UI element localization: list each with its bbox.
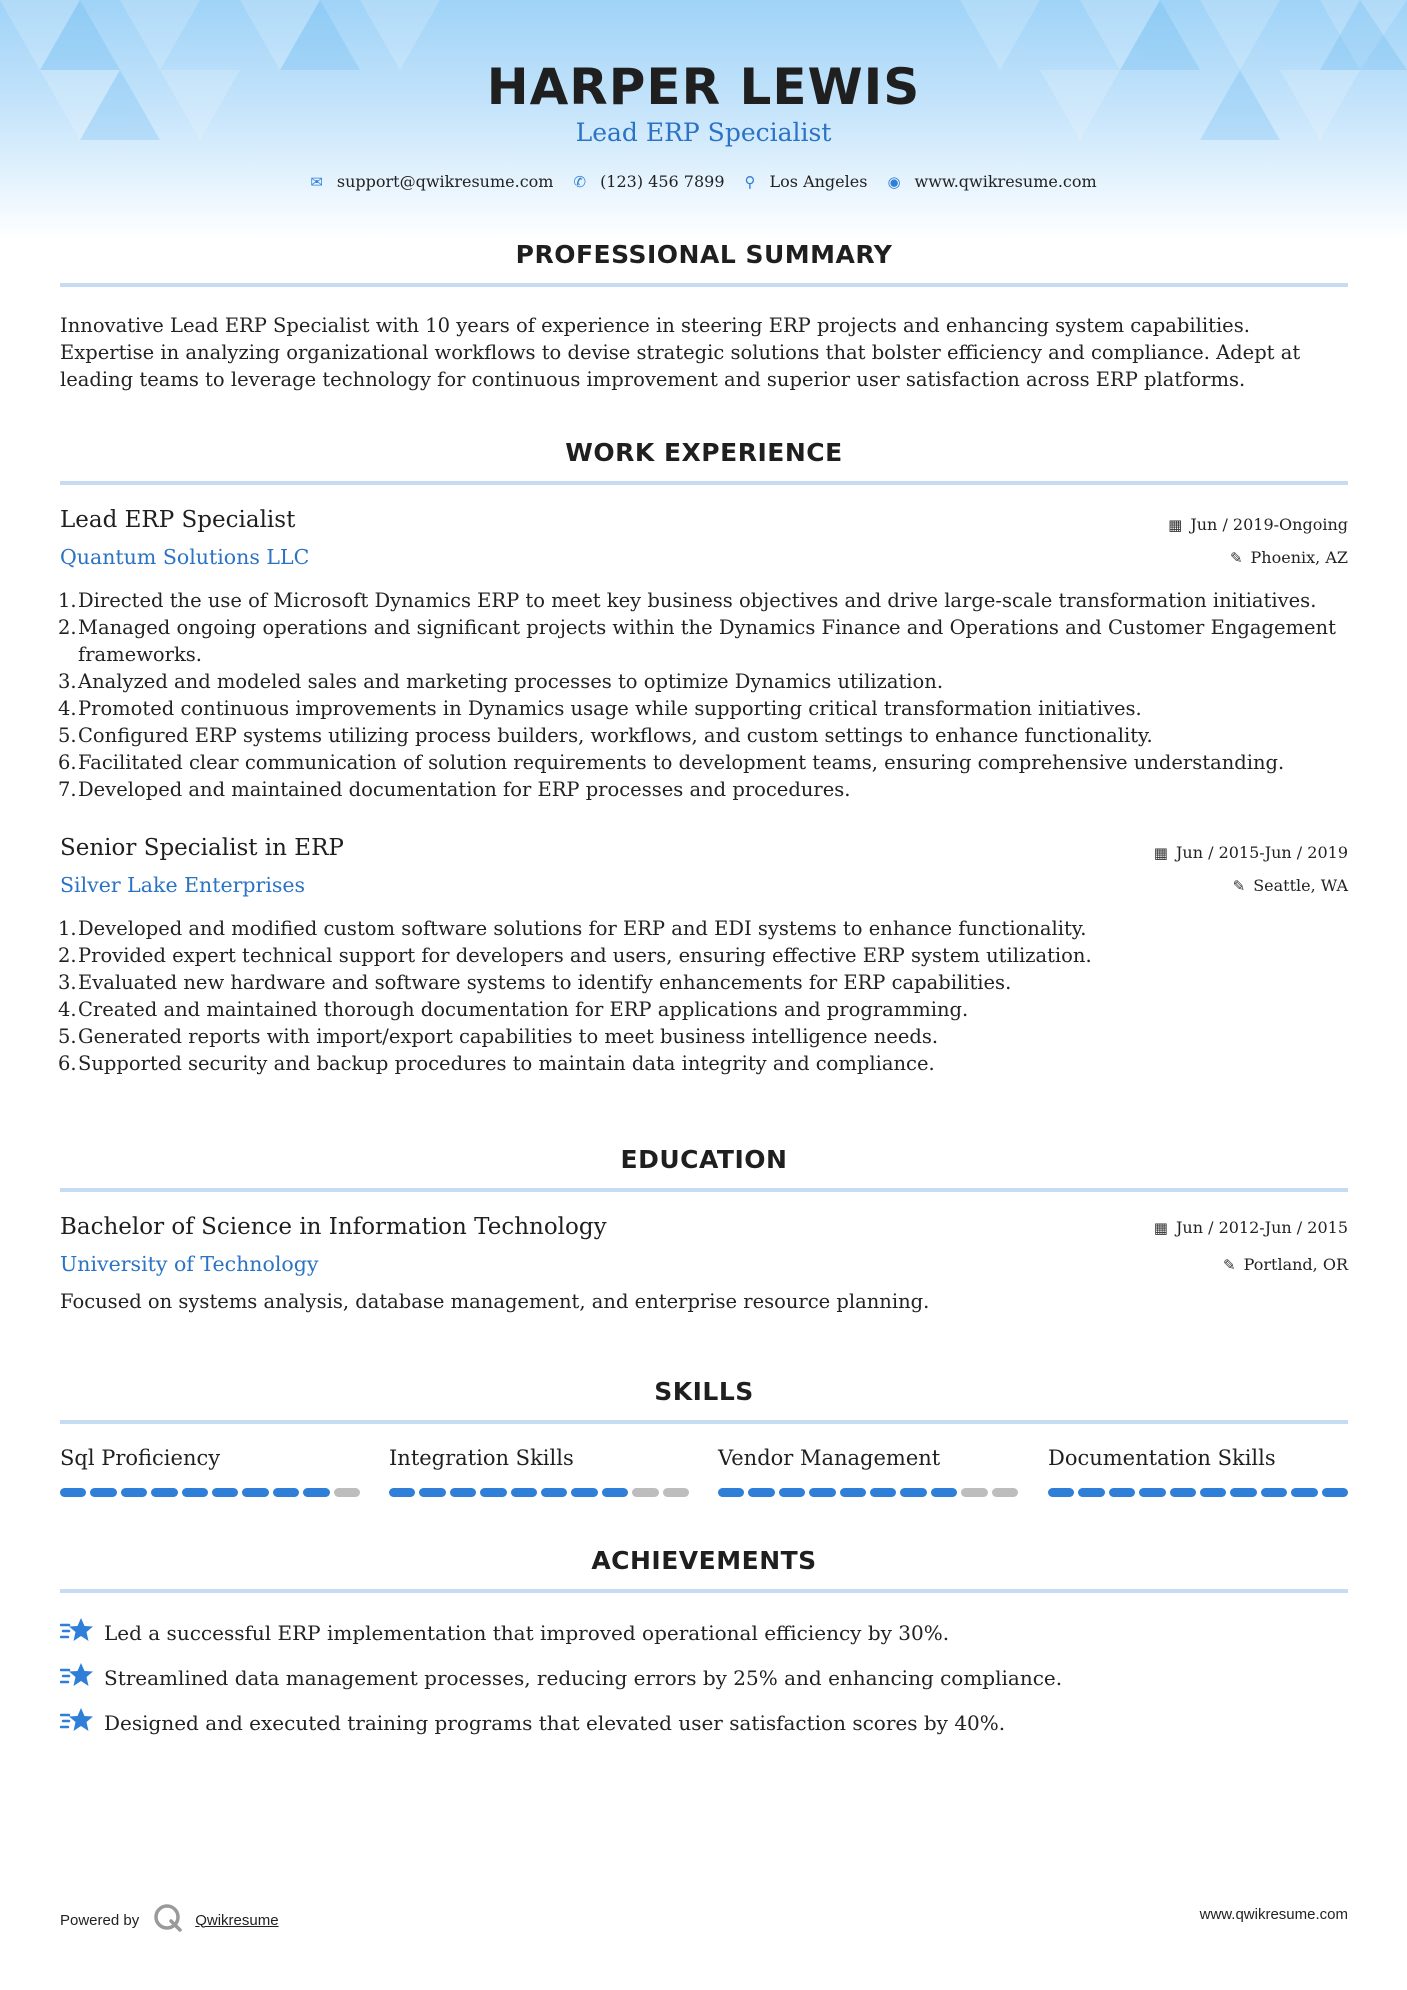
skill-level-segment: [121, 1488, 147, 1497]
education-dates: ▦ Jun / 2012-Jun / 2015: [1153, 1218, 1348, 1237]
job-title: Senior Specialist in ERP: [60, 835, 344, 861]
achievement-item: Designed and executed training programs that elevated user satisfaction scores by 40%.: [60, 1706, 1005, 1739]
skill-level-segment: [1170, 1488, 1196, 1497]
skill-level-segment: [90, 1488, 116, 1497]
star-icon: [60, 1706, 104, 1739]
calendar-icon: ▦: [1153, 843, 1168, 862]
achievement-item: Streamlined data management processes, reducing errors by 25% and enhancing compliance.: [60, 1661, 1062, 1694]
contact-bar: [0, 172, 1407, 191]
section-title-summary: PROFESSIONAL SUMMARY: [515, 240, 893, 269]
candidate-name: HARPER LEWIS: [486, 58, 921, 116]
skill-level-segment: [511, 1488, 537, 1497]
skill-level-segment: [151, 1488, 177, 1497]
section-divider: [60, 1420, 1348, 1424]
skill-level-segment: [632, 1488, 658, 1497]
contact-phone[interactable]: ✆ (123) 456 7899: [573, 172, 725, 191]
skill-level-segment: [182, 1488, 208, 1497]
skill-level-segment: [1261, 1488, 1287, 1497]
list-item: 4. Created and maintained thorough documentation for ERP applications and programming.: [58, 998, 969, 1021]
company-name: Silver Lake Enterprises: [60, 873, 306, 897]
footer-powered-by: Powered by Qwikresume: [60, 1903, 279, 1937]
skill-name: Vendor Management: [718, 1446, 941, 1470]
skill-level-segment: [1109, 1488, 1135, 1497]
education-description: Focused on systems analysis, database management, and enterprise resource planning.: [60, 1290, 930, 1313]
skill-level-segment: [1078, 1488, 1104, 1497]
list-item: 5. Configured ERP systems utilizing process builders, workflows, and custom settings to enhance functionality.: [58, 724, 1153, 747]
skill-level-segment: [748, 1488, 774, 1497]
list-item: 7. Developed and maintained documentation for ERP processes and procedures.: [58, 778, 851, 801]
job-location: ✎ Seattle, WA: [1232, 876, 1348, 895]
section-title-skills: SKILLS: [654, 1377, 754, 1406]
skill-level-bar: [389, 1488, 689, 1497]
list-item: 1. Developed and modified custom software solutions for ERP and EDI systems to enhance functionality.: [58, 917, 1087, 940]
skill-level-segment: [992, 1488, 1018, 1497]
skill-level-segment: [541, 1488, 567, 1497]
candidate-title: Lead ERP Specialist: [575, 118, 832, 147]
job-location: ✎ Phoenix, AZ: [1229, 548, 1348, 567]
calendar-icon: ▦: [1153, 1218, 1168, 1237]
skill-level-segment: [900, 1488, 926, 1497]
skill-level-segment: [809, 1488, 835, 1497]
job-title: Lead ERP Specialist: [60, 507, 296, 533]
education-location: ✎ Portland, OR: [1223, 1255, 1348, 1274]
skill-level-segment: [663, 1488, 689, 1497]
skill-level-bar: [60, 1488, 360, 1497]
skill-name: Documentation Skills: [1048, 1446, 1276, 1470]
section-divider: [60, 283, 1348, 287]
section-divider: [60, 1188, 1348, 1192]
skill-level-segment: [334, 1488, 360, 1497]
star-icon: [60, 1616, 104, 1649]
section-title-experience: WORK EXPERIENCE: [565, 438, 843, 467]
skill-level-bar: [1048, 1488, 1348, 1497]
job-bullet-list: [58, 587, 1358, 803]
skill-level-segment: [273, 1488, 299, 1497]
skill-level-segment: [961, 1488, 987, 1497]
skill-level-segment: [60, 1488, 86, 1497]
skill-item: [389, 1446, 689, 1497]
section-divider: [60, 481, 1348, 485]
section-title-achievements: ACHIEVEMENTS: [591, 1546, 817, 1575]
pushpin-icon: ✎: [1232, 876, 1246, 895]
location-pin-icon: ⚲: [744, 172, 756, 191]
list-item: 4. Promoted continuous improvements in Dynamics usage while supporting critical transformation initiatives.: [58, 697, 1142, 720]
section-divider: [60, 1589, 1348, 1593]
skill-level-segment: [389, 1488, 415, 1497]
qwikresume-logo-icon: [153, 1903, 183, 1937]
job-dates: ▦ Jun / 2015-Jun / 2019: [1153, 843, 1348, 862]
skill-level-segment: [931, 1488, 957, 1497]
skill-level-segment: [571, 1488, 597, 1497]
skill-level-segment: [242, 1488, 268, 1497]
contact-location: ⚲ Los Angeles: [744, 172, 868, 191]
skill-level-segment: [1048, 1488, 1074, 1497]
summary-text: Innovative Lead ERP Specialist with 10 years of experience in steering ERP projects and enhancing system capabilities. Expertise in analyzing organizational workflows to devise strategic solutions that bolster efficiency and compliance. Adept at leading teams to leverage technology for continuous improvement and superior user satisfaction across ERP platforms.: [60, 314, 1301, 391]
contact-email[interactable]: ✉ support@qwikresume.com: [310, 172, 554, 191]
skill-level-segment: [718, 1488, 744, 1497]
list-item: 5. Generated reports with import/export capabilities to meet business intelligence needs.: [58, 1025, 939, 1048]
envelope-icon: ✉: [310, 172, 323, 191]
list-item: 6. Facilitated clear communication of solution requirements to development teams, ensuring comprehensive understanding.: [58, 751, 1285, 774]
skill-name: Sql Proficiency: [60, 1446, 221, 1470]
list-item: 3. Evaluated new hardware and software systems to identify enhancements for ERP capabilities.: [58, 971, 1012, 994]
job-dates: ▦ Jun / 2019-Ongoing: [1168, 515, 1348, 534]
skill-item: [718, 1446, 1018, 1497]
skill-level-segment: [602, 1488, 628, 1497]
job-bullet-list: [58, 915, 1358, 1077]
skill-item: [60, 1446, 360, 1497]
globe-icon: ◉: [887, 172, 901, 191]
list-item: 3. Analyzed and modeled sales and marketing processes to optimize Dynamics utilization.: [58, 670, 944, 693]
skill-level-segment: [1322, 1488, 1348, 1497]
skill-level-segment: [1291, 1488, 1317, 1497]
skill-level-segment: [779, 1488, 805, 1497]
calendar-icon: ▦: [1168, 515, 1183, 534]
skill-item: [1048, 1446, 1348, 1497]
skill-level-segment: [419, 1488, 445, 1497]
skill-level-segment: [1230, 1488, 1256, 1497]
list-item: 1. Directed the use of Microsoft Dynamics ERP to meet key business objectives and drive large-scale transformation initiatives.: [58, 589, 1317, 612]
pushpin-icon: ✎: [1229, 548, 1243, 567]
contact-website[interactable]: ◉ www.qwikresume.com: [887, 172, 1097, 191]
list-item: 2. Managed ongoing operations and significant projects within the Dynamics Finance and Operations and Customer Engagement frameworks.: [58, 616, 1336, 666]
qwikresume-link[interactable]: Qwikresume: [195, 1911, 279, 1929]
skill-level-segment: [212, 1488, 238, 1497]
phone-icon: ✆: [573, 172, 587, 191]
star-icon: [60, 1661, 104, 1694]
skill-level-segment: [1200, 1488, 1226, 1497]
skill-level-segment: [480, 1488, 506, 1497]
degree-title: Bachelor of Science in Information Technology: [60, 1214, 607, 1240]
section-title-education: EDUCATION: [620, 1145, 788, 1174]
skill-level-segment: [870, 1488, 896, 1497]
skill-name: Integration Skills: [389, 1446, 574, 1470]
skill-level-segment: [1139, 1488, 1165, 1497]
skill-level-segment: [303, 1488, 329, 1497]
pushpin-icon: ✎: [1223, 1255, 1236, 1274]
list-item: 2. Provided expert technical support for developers and users, ensuring effective ERP system utilization.: [58, 944, 1092, 967]
company-name: Quantum Solutions LLC: [60, 545, 310, 569]
footer-url[interactable]: www.qwikresume.com: [1199, 1906, 1348, 1923]
list-item: 6. Supported security and backup procedures to maintain data integrity and compliance.: [58, 1052, 935, 1075]
achievement-item: Led a successful ERP implementation that improved operational efficiency by 30%.: [60, 1616, 949, 1649]
skill-level-bar: [718, 1488, 1018, 1497]
skill-level-segment: [840, 1488, 866, 1497]
skill-level-segment: [450, 1488, 476, 1497]
school-name: University of Technology: [60, 1252, 319, 1276]
